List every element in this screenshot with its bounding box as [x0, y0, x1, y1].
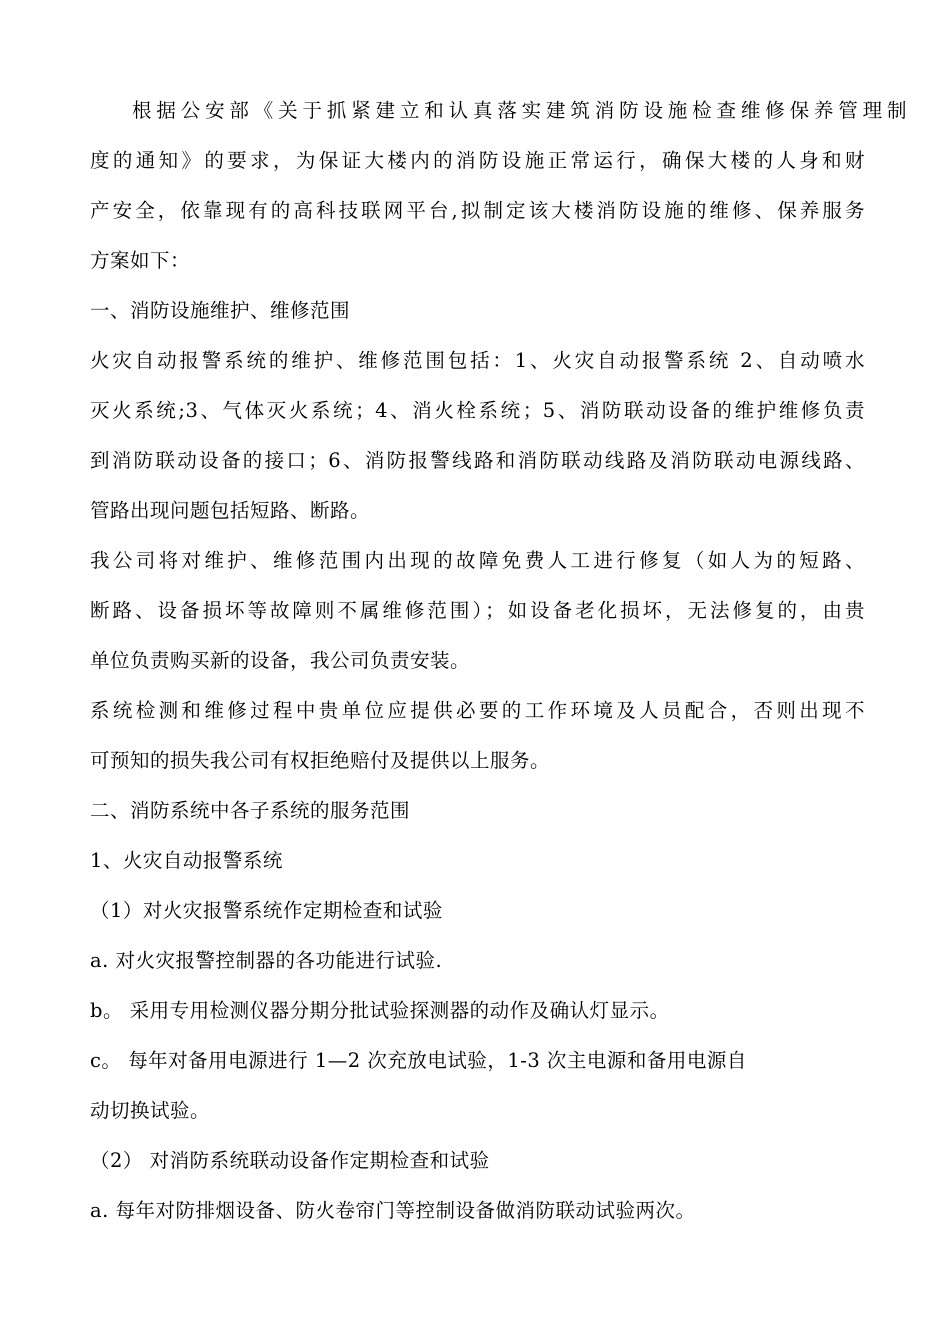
list-item-c-line-2: 动切换试验。: [90, 1099, 211, 1122]
section-heading-2: 二、消防系统中各子系统的服务范围: [90, 799, 411, 822]
repair-paragraph-line-2: 断路、设备损坏等故障则不属维修范围）；如设备老化损坏，无法修复的，由贵: [90, 599, 865, 622]
paragraph-intro-line-2: 度的通知》的要求，为保证大楼内的消防设施正常运行，确保大楼的人身和财: [90, 149, 865, 172]
scope-paragraph-line-3: 到消防联动设备的接口；6、消防报警线路和消防联动线路及消防联动电源线路、: [90, 449, 865, 472]
list-item-a: a. 对火灾报警控制器的各功能进行试验.: [90, 949, 443, 972]
paragraph-intro-line-1: 根据公安部《关于抓紧建立和认真落实建筑消防设施检查维修保养管理制: [132, 99, 907, 122]
scope-paragraph-line-2: 灭火系统;3、气体灭火系统；4、消火栓系统；5、消防联动设备的维护维修负责: [90, 399, 865, 422]
repair-paragraph-line-1: 我公司将对维护、维修范围内出现的故障免费人工进行修复（如人为的短路、: [90, 549, 865, 572]
paragraph-intro-line-4: 方案如下：: [90, 249, 191, 272]
list-heading-1: （1）对火灾报警系统作定期检查和试验: [90, 899, 443, 922]
list-item-b: b。 采用专用检测仪器分期分批试验探测器的动作及确认灯显示。: [90, 999, 670, 1022]
subsection-heading-1: 1、火灾自动报警系统: [90, 849, 283, 872]
scope-paragraph-line-1: 火灾自动报警系统的维护、维修范围包括：1、火灾自动报警系统 2、自动喷水: [90, 349, 865, 372]
list-item-c-line-1: c。 每年对备用电源进行 1—2 次充放电试验，1-3 次主电源和备用电源自: [90, 1049, 747, 1072]
list-heading-2: （2） 对消防系统联动设备作定期检查和试验: [90, 1149, 490, 1172]
cooperation-paragraph-line-2: 可预知的损失我公司有权拒绝赔付及提供以上服务。: [90, 749, 551, 772]
scope-paragraph-line-4: 管路出现问题包括短路、断路。: [90, 499, 371, 522]
list-item-a-2: a. 每年对防排烟设备、防火卷帘门等控制设备做消防联动试验两次。: [90, 1199, 696, 1222]
cooperation-paragraph-line-1: 系统检测和维修过程中贵单位应提供必要的工作环境及人员配合，否则出现不: [90, 699, 865, 722]
section-heading-1: 一、消防设施维护、维修范围: [90, 299, 351, 322]
paragraph-intro-line-3: 产安全，依靠现有的高科技联网平台,拟制定该大楼消防设施的维修、保养服务: [90, 199, 865, 222]
repair-paragraph-line-3: 单位负责购买新的设备，我公司负责安装。: [90, 649, 471, 672]
